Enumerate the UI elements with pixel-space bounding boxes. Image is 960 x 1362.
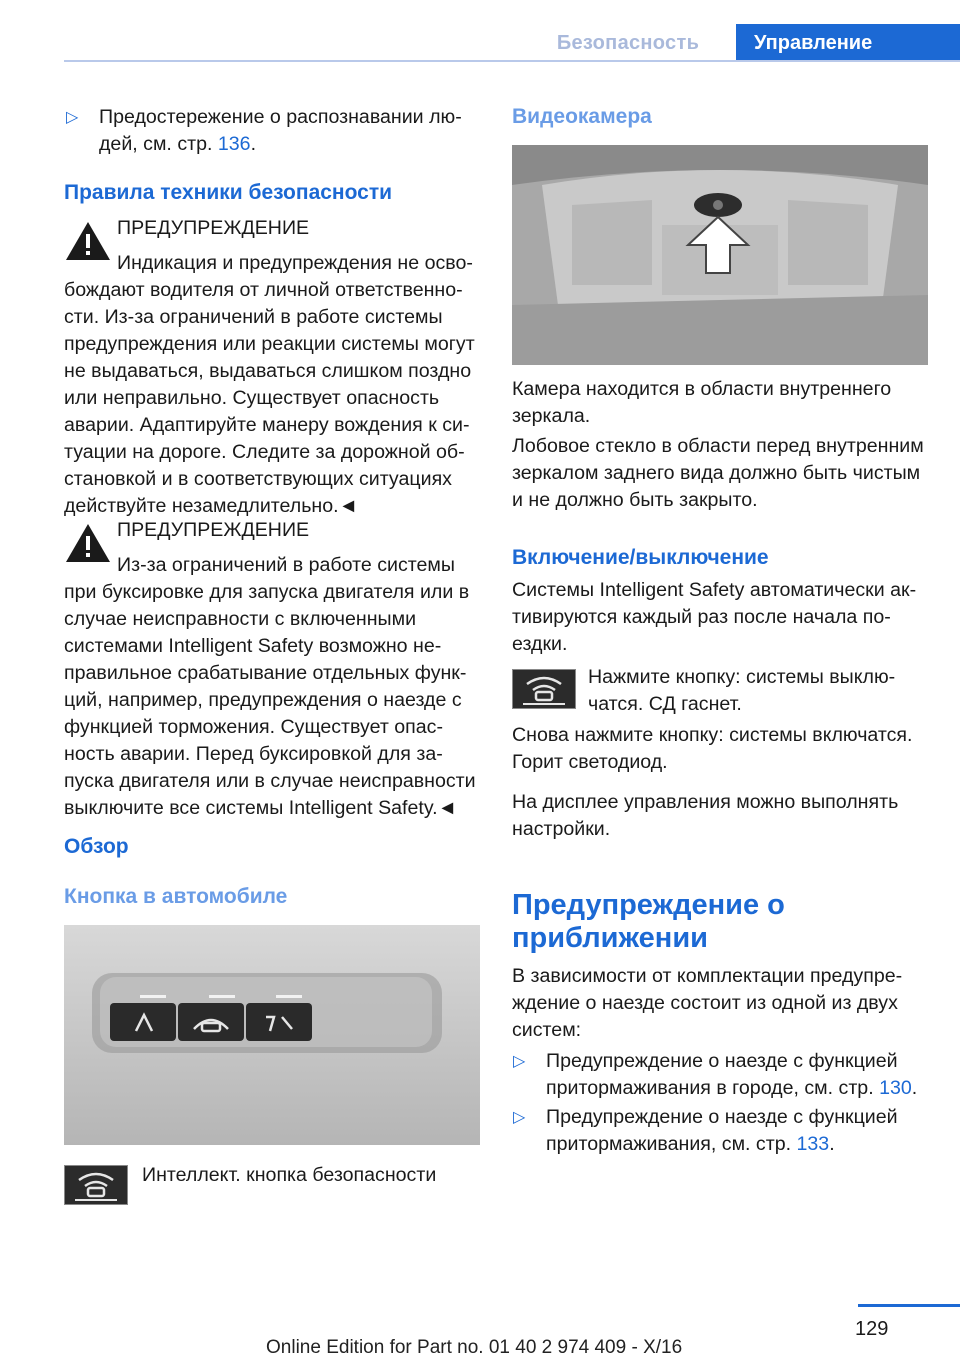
section-title-proximity: Предупреждение о приближении: [512, 889, 785, 954]
camera-photo: [512, 145, 928, 365]
warning-triangle-icon: [64, 522, 112, 564]
header-section-safety[interactable]: Безопасность: [556, 32, 700, 54]
onoff-paragraph-2: Снова нажмите кнопку: системы включатся. Горит светодиод.: [512, 724, 913, 773]
subsection-title-camera: Видеокамера: [512, 105, 652, 128]
onoff-paragraph-3: На дисплее управления можно выполнять настройки.: [512, 791, 899, 840]
header-section-controls[interactable]: Управление: [736, 24, 960, 62]
safety-button-icon: [512, 669, 576, 709]
section-title-overview: Обзор: [64, 835, 129, 858]
warning-text-1-first: Индикация и предупреждения не осво-: [117, 252, 473, 274]
page-number: 129: [855, 1318, 889, 1340]
button-caption: Интеллект. кнопка безопасности: [142, 1164, 437, 1186]
page-link-130[interactable]: 130: [879, 1077, 912, 1099]
onoff-icon-text: Нажмите кнопку: системы выклю- чатся. СД гаснет.: [588, 666, 896, 715]
subsection-title-onoff: Включение/выключение: [512, 546, 769, 569]
button-panel-photo: [64, 925, 480, 1145]
bullet-marker-icon: ▷: [66, 109, 79, 126]
subsection-title-button: Кнопка в автомобиле: [64, 885, 288, 908]
warning-triangle-icon: [64, 220, 112, 262]
camera-paragraph-1: Камера находится в области внутреннего зеркала.: [512, 378, 892, 427]
warning-text-2-first: Из-за ограничений в работе системы: [117, 554, 455, 576]
header-divider: [64, 60, 960, 62]
camera-paragraph-2: Лобовое стекло в области перед внутренним зеркалом заднего вида должно быть чистым и не должно быть закрыто.: [512, 435, 924, 511]
warning-text-1: бождают водителя от личной ответственно- сти. Из-за ограничений в работе системы предупреждения или реакции системы могут не выдаваться, выдаваться слишком поздно или неправильно. Существует опасность аварии. Адаптируйте манеру вождения к си- туации на дороге. Следите за дорожной об- становкой и в соответствующих ситуациях действуйте незамедлительно.◄: [64, 279, 475, 517]
bullet-marker-icon: ▷: [513, 1109, 526, 1126]
warning-label-1: ПРЕДУПРЕЖДЕНИЕ: [117, 217, 310, 239]
bullet-marker-icon: ▷: [513, 1053, 526, 1070]
footer-divider: [858, 1304, 960, 1307]
onoff-paragraph-1: Системы Intelligent Safety автоматически ак- тивируются каждый раз после начала по- ездки.: [512, 579, 917, 655]
page-link-133[interactable]: 133: [796, 1133, 830, 1155]
edition-note: Online Edition for Part no. 01 40 2 974 409 - X/16: [266, 1337, 683, 1358]
bullet-item-pedestrian: Предостережение о распознавании лю- дей, см. стр. 136.: [99, 106, 462, 155]
proximity-paragraph: В зависимости от комплектации предупре- ждение о наезде состоит из одной из двух систем:: [512, 965, 903, 1041]
safety-button-icon: [64, 1165, 128, 1205]
section-title-safety-rules: Правила техники безопасности: [64, 181, 393, 204]
bullet-item-braking: Предупреждение о наезде с функцией притормаживания, см. стр. 133.: [546, 1106, 898, 1155]
warning-label-2: ПРЕДУПРЕЖДЕНИЕ: [117, 519, 310, 541]
bullet-item-city-braking: Предупреждение о наезде с функцией притормаживания в городе, см. стр. 130.: [546, 1050, 918, 1099]
warning-text-2: при буксировке для запуска двигателя или в случае неисправности с включенными системами Intelligent Safety возможно не- правильное срабатывание отдельных функ- ций, например, предупреждения о наезде с функцией торможения. Существует опас- ность аварии. Перед буксировкой для за- пуска двигателя или в случае неисправности выключите все системы Intelligent Safety.◄: [64, 581, 476, 819]
page-link-136[interactable]: 136: [217, 133, 251, 155]
